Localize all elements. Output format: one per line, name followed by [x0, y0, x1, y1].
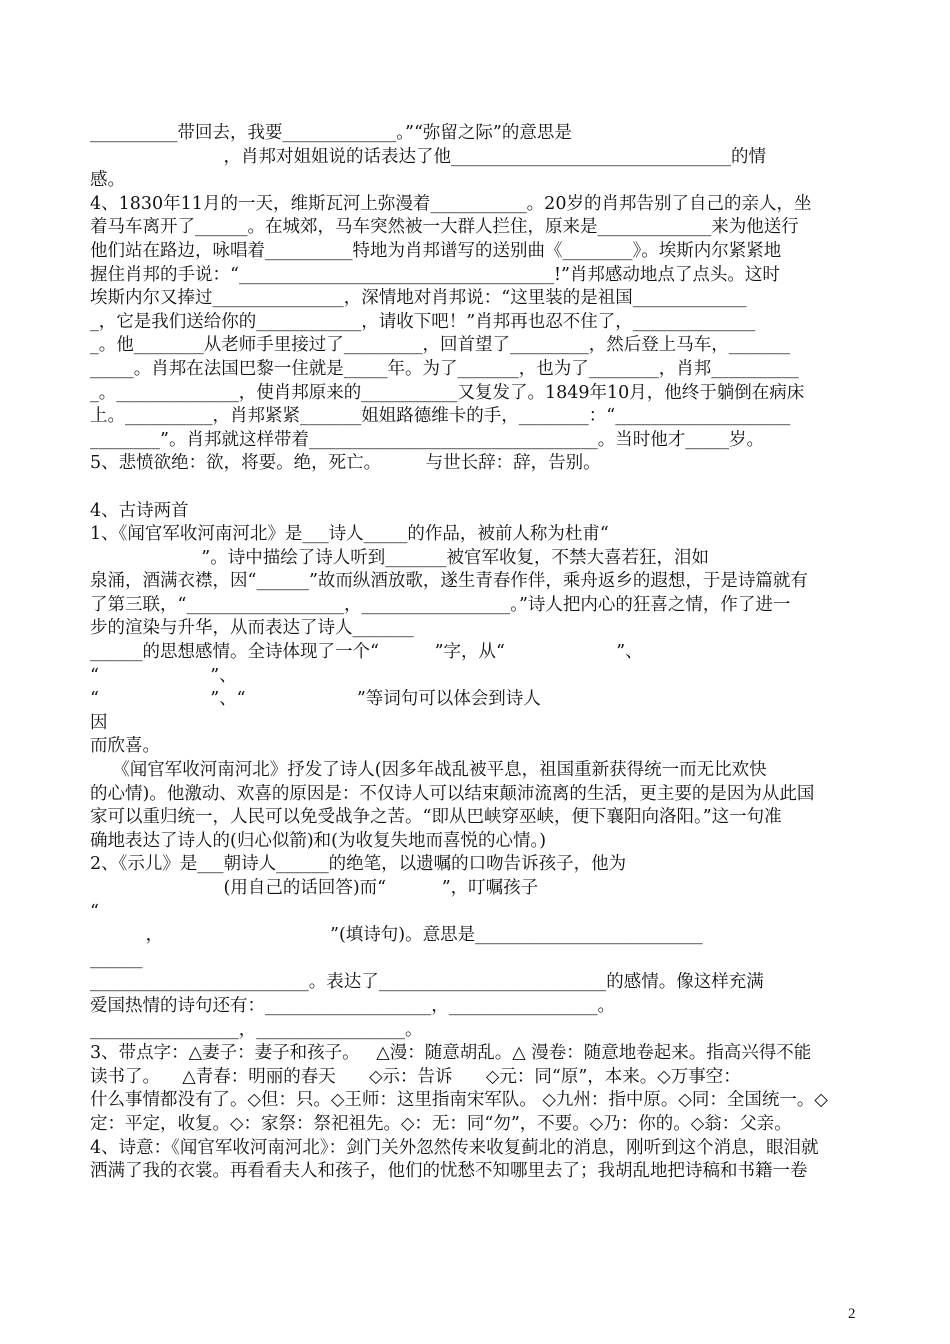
text-line: 1、《闻官军收河南河北》是___诗人_____的作品，被前人称为杜甫“ — [90, 524, 609, 545]
text-line: ________”。肖邦就这样带着_________________________________。当时他才_____岁。 — [90, 429, 764, 450]
section-heading: 4、古诗两首 — [90, 500, 189, 521]
text-line: 他们站在路边，咏唱着__________特地为肖邦谱写的送别曲《________》。埃斯内尔紧紧地 — [90, 240, 782, 261]
text-line: (用自己的话回答)而“ ”，叮嘱孩子 — [90, 878, 539, 898]
text-line: 了第三联，“__________________，_________________。”诗人把内心的狂喜之情，作了进一 — [90, 594, 791, 615]
text-line: 4、1830年11月的一天，维斯瓦河上弥漫着___________。20岁的肖邦告别了自己的亲人，坐 — [90, 193, 812, 214]
text-line: ”。诗中描绘了诗人听到_______被官军收复，不禁大喜若狂，泪如 — [90, 547, 709, 568]
text-line: _________________________。表达了__________________________的感情。像这样充满 — [90, 972, 764, 993]
text-line: 上。__________，肖邦紧紧_______姐姐路德维卡的手，________：“____________________ — [90, 406, 791, 427]
page-number: 2 — [848, 1306, 856, 1322]
text-line: 因 — [90, 712, 108, 733]
text-line: _。他________从老师手里接过了_________，回首望了_________，然后登上马车，_______ — [90, 335, 790, 356]
document-body — [90, 122, 862, 1184]
text-line: ，肖邦对姐姐说的话表达了他________________________________的情 — [90, 146, 767, 167]
blank-line — [90, 476, 862, 500]
text-line: “ ”、“ ”等词句可以体会到诗人 — [90, 689, 541, 710]
text-line: 握住肖邦的手说：“____________________________________!”肖邦感动地点了点头。这时 — [90, 264, 780, 285]
text-line: _。______________，使肖邦原来的___________又复发了。1849年10月，他终于躺倒在病床 — [90, 382, 805, 403]
text-line: ， ”(填诗句)。意思是__________________________ — [90, 925, 703, 946]
text-line: 步的渲染与升华，从而表达了诗人_______ — [90, 618, 414, 639]
text-line: 2、《示儿》是___朝诗人______的绝笔，以遗嘱的口吻告诉孩子，他为 — [90, 854, 627, 875]
text-line: __________带回去，我要_____________。”“弥留之际”的意思是 — [90, 123, 572, 143]
text-line: 着马车离开了______。在城郊，马车突然被一大群人拦住，原来是_____________来为他送行 — [90, 217, 799, 238]
text-line: _________________，_________________。 — [90, 1019, 423, 1040]
text-line: 的心情)。他激动、欢喜的原因是：不仅诗人可以结束颠沛流离的生活，更主要的是因为从此国 — [90, 783, 815, 804]
text-line: 家可以重归统一，人民可以免受战争之苦。“即从巴峡穿巫峡，便下襄阳向洛阳。”这一句准 — [90, 807, 782, 828]
text-line: 定：平定，收复。◇：家祭：祭祀祖先。◇：无：同“勿”，不要。◇乃：你的。◇翁：父亲。 — [90, 1113, 792, 1134]
text-line: 泉涌，酒满衣襟，因“______”故而纵酒放歌，遂生青春作伴，乘舟返乡的遐想，于是诗篇就有 — [90, 571, 808, 592]
text-line: 读书了。 △青春：明丽的春天 ◇示：告诉 ◇元：同“原”，本来。◇万事空： — [90, 1066, 741, 1087]
text-line: ______的思想感情。全诗体现了一个“ ”字，从“ ”、 — [90, 642, 643, 663]
text-line: 《闻官军收河南河北》抒发了诗人(因多年战乱被平息，祖国重新获得统一而无比欢快 — [90, 760, 767, 781]
text-line: 感。 — [90, 170, 125, 191]
text-line: “ ”、 — [90, 665, 237, 686]
text-line: 爱国热情的诗句还有：___________________，_________________。 — [90, 995, 615, 1016]
text-line: 什么事情都没有了。◇但：只。◇王师：这里指南宋军队。 ◇九州：指中原。◇同：全国统一。◇ — [90, 1090, 828, 1111]
text-line: 4、诗意：《闻官军收河南河北》：剑门关外忽然传来收复蓟北的消息，刚听到这个消息，眼泪就 — [90, 1137, 819, 1158]
text-line: 3、带点字：△妻子：妻子和孩子。 △漫：随意胡乱。△ 漫卷：随意地卷起来。指高兴得不能 — [90, 1043, 812, 1064]
text-line: _，它是我们送给你的____________，请收下吧！”肖邦再也忍不住了，______________ — [90, 311, 756, 332]
text-line: 而欣喜。 — [90, 736, 160, 757]
text-line: 洒满了我的衣裳。再看看夫人和孩子，他们的忧愁不知哪里去了；我胡乱地把诗稿和书籍一卷 — [90, 1161, 808, 1182]
text-line: 5、悲愤欲绝：欲，将要。绝，死亡。 与世长辞：辞，告别。 — [90, 453, 601, 474]
text-line: _____。肖邦在法国巴黎一住就是_____年。为了_______，也为了________，肖邦__________ — [90, 358, 799, 379]
text-line: 确地表达了诗人的(归心似箭)和(为收复失地而喜悦的心情。) — [90, 830, 547, 851]
text-line: ______ — [90, 948, 143, 969]
text-line: “ — [90, 901, 99, 922]
text-line: 埃斯内尔又捧过_______________，深情地对肖邦说：“这里装的是祖国_____________ — [90, 288, 747, 309]
